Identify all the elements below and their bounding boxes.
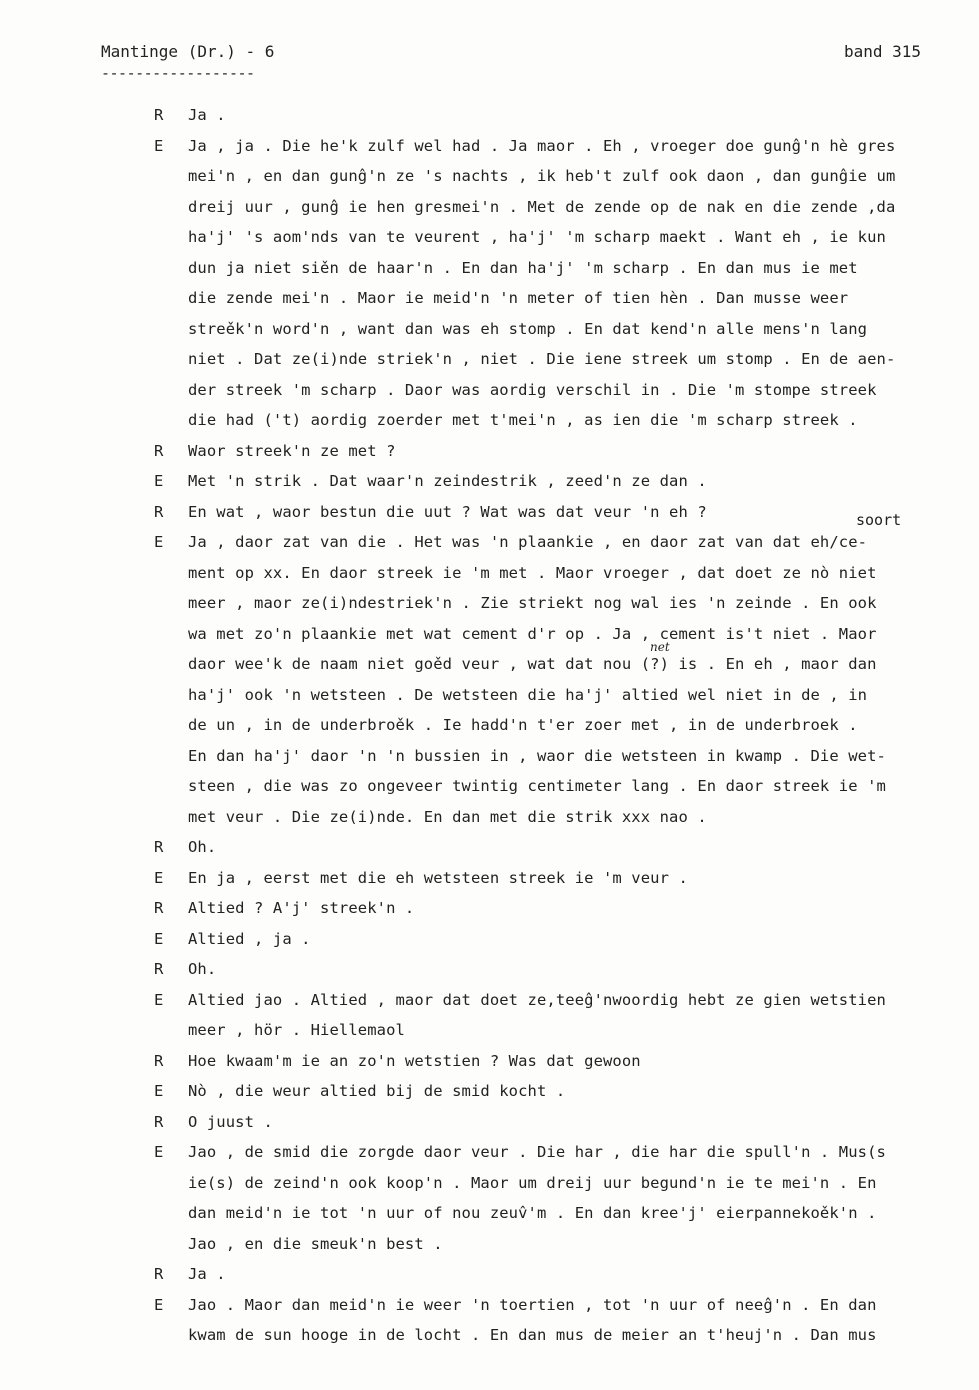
text-line: ment op xx. En daor streek ie 'm met . Maor vroeger , dat doet ze nò niet bbox=[188, 563, 877, 582]
turn-text bbox=[188, 436, 979, 467]
speaker-label: R bbox=[154, 1265, 164, 1283]
speaker-label: E bbox=[154, 990, 164, 1009]
text-line: dan meid'n ie tot 'n uur of nou zeuv̂'m . En dan kree'j' eierpannekoěk'n . bbox=[188, 1204, 877, 1222]
text-line: die zende mei'n . Maor ie meid'n 'n meter of tien hèn . Dan musse weer bbox=[188, 289, 849, 307]
dialogue-turn bbox=[0, 1046, 979, 1077]
text-line: met veur . Die ze(i)nde. En dan met die strik xxx nao . bbox=[188, 807, 707, 826]
text-line: ie(s) de zeind'n ook koop'n . Maor um dreij uur begund'n ie te mei'n . En bbox=[188, 1173, 877, 1192]
turn-text bbox=[188, 1076, 979, 1107]
header-underline: ------------------ bbox=[101, 64, 255, 82]
dialogue-turn bbox=[0, 1107, 979, 1138]
turn-text bbox=[188, 1290, 979, 1351]
text-line: Jao . Maor dan meid'n ie weer 'n toertien , tot 'n uur of neeĝ'n . En dan bbox=[188, 1295, 877, 1314]
speaker-label: E bbox=[154, 1143, 164, 1161]
turn-text bbox=[188, 131, 979, 436]
dialogue-turn bbox=[0, 100, 979, 131]
speaker-label: R bbox=[154, 1051, 164, 1070]
text-line: Hoe kwaam'm ie an zo'n wetstien ? Was dat gewoon bbox=[188, 1051, 641, 1070]
speaker-label: R bbox=[154, 960, 164, 978]
text-line: Altied , ja . bbox=[188, 929, 311, 948]
page-header-tape-number: band 315 bbox=[844, 42, 922, 61]
text-line: meer , maor ze(i)ndestriek'n . Zie striekt nog wal ies 'n zeinde . En ook bbox=[188, 594, 877, 612]
text-line: de un , in de underbroěk . Ie hadd'n t'er zoer met , in de underbroek . bbox=[188, 716, 858, 734]
speaker-label: E bbox=[154, 533, 164, 551]
text-line: Ja . bbox=[188, 1265, 226, 1283]
text-line: mei'n , en dan gunĝ'n ze 's nachts , ik heb't zulf ook daon , dan gunĝie um bbox=[188, 167, 896, 185]
text-line: meer , hör . Hiellemaol bbox=[188, 1021, 405, 1039]
speaker-label: R bbox=[154, 1112, 164, 1131]
turn-text bbox=[188, 1107, 979, 1138]
turn-text bbox=[188, 466, 979, 497]
text-line: Ja . bbox=[188, 106, 226, 124]
dialogue-turn bbox=[0, 924, 979, 955]
text-line: En ja , eerst met die eh wetsteen streek ie 'm veur . bbox=[188, 868, 688, 887]
speaker-label: R bbox=[154, 838, 164, 856]
text-line: kwam de sun hooge in de locht . En dan mus de meier an t'heuj'n . Dan mus bbox=[188, 1326, 877, 1344]
handwritten-annotation-soort: soort bbox=[856, 511, 902, 529]
dialogue-turn bbox=[0, 832, 979, 863]
text-line: der streek 'm scharp . Daor was aordig verschil in . Die 'm stompe streek bbox=[188, 380, 877, 399]
dialogue-turn bbox=[0, 466, 979, 497]
text-line: Met 'n strik . Dat waar'n zeindestrik , zeed'n ze dan . bbox=[188, 472, 707, 490]
speaker-label: E bbox=[154, 136, 164, 155]
turn-text bbox=[188, 954, 979, 985]
text-line: Altied ? A'j' streek'n . bbox=[188, 899, 415, 917]
text-line: wa met zo'n plaankie met wat cement d'r op . Ja , cement is't niet . Maor bbox=[188, 624, 877, 643]
text-line: daor wee'k de naam niet goěd veur , wat dat nou (?) is . En eh , maor dan bbox=[188, 655, 877, 673]
dialogue-turn bbox=[0, 1290, 979, 1351]
text-line: ha'j' 's aom'nds van te veurent , ha'j' 'm scharp maekt . Want eh , ie kun bbox=[188, 228, 886, 246]
text-line: dun ja niet siěn de haar'n . En dan ha'j' 'm scharp . En dan mus ie met bbox=[188, 258, 858, 277]
dialogue-turn bbox=[0, 131, 979, 436]
text-line: ha'j' ook 'n wetsteen . De wetsteen die ha'j' altied wel niet in de , in bbox=[188, 685, 868, 704]
turn-text bbox=[188, 924, 979, 955]
speaker-label: R bbox=[154, 441, 164, 460]
dialogue-turn bbox=[0, 985, 979, 1046]
text-line: Ja , ja . Die he'k zulf wel had . Ja maor . Eh , vroeger doe gunĝ'n hè gres bbox=[188, 136, 896, 155]
text-line: O juust . bbox=[188, 1112, 273, 1131]
text-line: Nò , die weur altied bij de smid kocht . bbox=[188, 1082, 566, 1100]
speaker-label: E bbox=[154, 868, 164, 887]
text-line: En dan ha'j' daor 'n 'n bussien in , waor die wetsteen in kwamp . Die wet- bbox=[188, 746, 886, 765]
text-line: Ja , daor zat van die . Het was 'n plaankie , en daor zat van dat eh/ce- bbox=[188, 533, 868, 551]
turn-text bbox=[188, 1046, 979, 1077]
speaker-label: E bbox=[154, 1082, 164, 1100]
text-line: Waor streek'n ze met ? bbox=[188, 441, 396, 460]
text-line: die had ('t) aordig zoerder met t'mei'n , as ien die 'm scharp streek . bbox=[188, 411, 858, 429]
turn-text bbox=[188, 893, 979, 924]
text-line: Jao , en die smeuk'n best . bbox=[188, 1234, 443, 1253]
speaker-label: E bbox=[154, 929, 164, 948]
dialogue-turn bbox=[0, 1137, 979, 1259]
speaker-label: E bbox=[154, 472, 164, 490]
text-line: streěk'n word'n , want dan was eh stomp . En dat kend'n alle mens'n lang bbox=[188, 319, 868, 338]
speaker-label: R bbox=[154, 502, 164, 521]
turn-text bbox=[188, 100, 979, 131]
text-line: Oh. bbox=[188, 838, 217, 856]
speaker-label: E bbox=[154, 1295, 164, 1314]
text-line: Jao , de smid die zorgde daor veur . Die har , die har die spull'n . Mus(s bbox=[188, 1143, 886, 1161]
text-line: steen , die was zo ongeveer twintig centimeter lang . En daor streek ie 'm bbox=[188, 777, 886, 795]
turn-text bbox=[188, 1137, 979, 1259]
text-line: niet . Dat ze(i)nde striek'n , niet . Die iene streek um stomp . En de aen- bbox=[188, 350, 896, 368]
dialogue-turn bbox=[0, 436, 979, 467]
turn-text bbox=[188, 985, 979, 1046]
dialogue-turn bbox=[0, 954, 979, 985]
dialogue-turn bbox=[0, 497, 979, 528]
dialogue-turn bbox=[0, 1076, 979, 1107]
turn-text bbox=[188, 527, 979, 832]
speaker-label: R bbox=[154, 899, 164, 917]
turn-text bbox=[188, 863, 979, 894]
dialogue-turn bbox=[0, 1259, 979, 1290]
speaker-label: R bbox=[154, 106, 164, 124]
turn-text bbox=[188, 832, 979, 863]
turn-text bbox=[188, 1259, 979, 1290]
page-header-title: Mantinge (Dr.) - 6 bbox=[101, 42, 275, 61]
text-line: En wat , waor bestun die uut ? Wat was dat veur 'n eh ? bbox=[188, 502, 707, 521]
handwritten-annotation-net: net bbox=[650, 640, 670, 654]
text-line: dreij uur , gunĝ ie hen gresmei'n . Met de zende op de nak en die zende ,da bbox=[188, 197, 896, 216]
dialogue-turn bbox=[0, 863, 979, 894]
dialogue-turn bbox=[0, 527, 979, 832]
text-line: Oh. bbox=[188, 960, 217, 978]
dialogue-turn bbox=[0, 893, 979, 924]
transcript-body bbox=[0, 100, 979, 1351]
text-line: Altied jao . Altied , maor dat doet ze,teeĝ'nwoordig hebt ze gien wetstien bbox=[188, 990, 886, 1009]
